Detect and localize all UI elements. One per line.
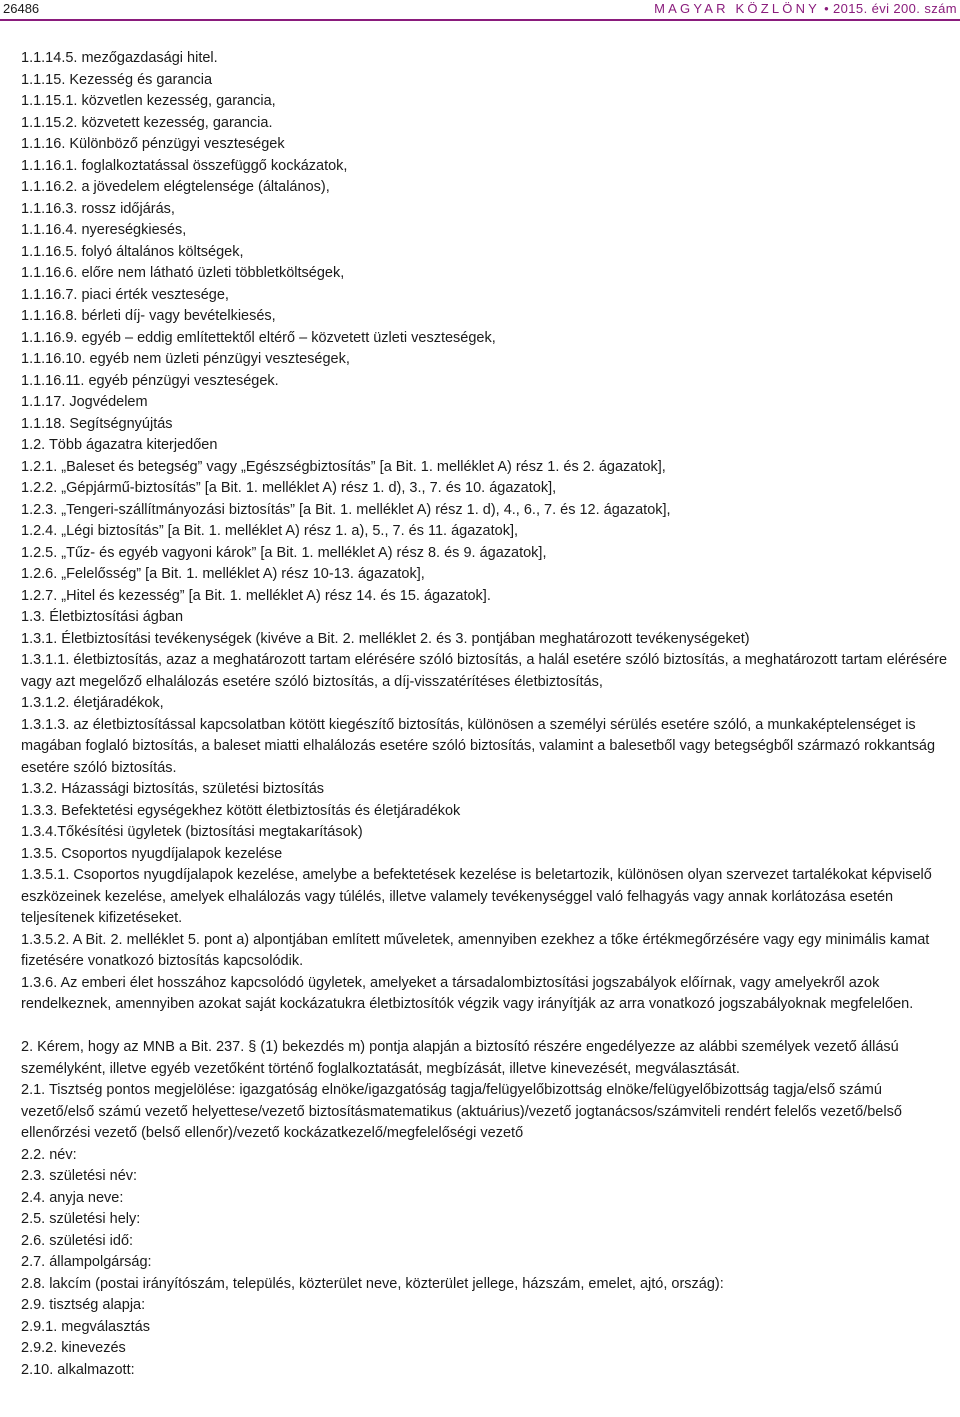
paragraph: 1.1.16.4. nyereségkiesés, — [21, 222, 187, 238]
paragraph: 2.9.1. megválasztás — [21, 1318, 150, 1335]
paragraph: 1.1.15.2. közvetett kezesség, garancia. — [21, 114, 273, 131]
paragraph: 1.3.1.2. életjáradékok, — [21, 695, 164, 711]
paragraph: 1.1.15. Kezesség és garancia — [21, 71, 213, 88]
paragraph: 1.3.1. Életbiztosítási tevékenységek (kivéve a Bit. 2. melléklet 2. és 3. pontjában meghatározott tevékenységeket) — [21, 630, 750, 647]
paragraph: 2.5. születési hely: — [21, 1211, 141, 1227]
paragraph: 1.2. Több ágazatra kiterjedően — [21, 437, 218, 453]
paragraph: 1.2.2. „Gépjármű-biztosítás” [a Bit. 1. melléklet A) rész 1. d), 3., 7. és 10. ágazatok], — [21, 480, 557, 496]
paragraph: 1.2.4. „Légi biztosítás” [a Bit. 1. melléklet A) rész 1. a), 5., 7. és 11. ágazatok], — [21, 523, 519, 539]
header-rule — [0, 19, 960, 21]
journal-title: MAGYAR KÖZLÖNY — [654, 1, 821, 16]
paragraph: 1.1.17. Jogvédelem — [21, 394, 148, 410]
paragraph: 1.2.3. „Tengeri-szállítmányozási biztosítás” [a Bit. 1. melléklet A) rész 1. d), 4., 6., 7. és 12. ágazatok], — [21, 501, 671, 518]
paragraph: 1.3.6. Az emberi élet hosszához kapcsolódó ügyletek, amelyeket a társadalombiztosítási jogszabályok előírnak, vagy amelyekről azok rendelkeznek, amennyiben azokat saját kockázatukra életbiztosítók végzik vagy irányítják az arra vonatkozó jogszabályoknak megfelelően. — [21, 974, 914, 1012]
paragraph: 2.2. név: — [21, 1146, 77, 1163]
page-header — [0, 0, 960, 22]
paragraph: 2. Kérem, hogy az MNB a Bit. 237. § (1) bekezdés m) pontja alapján a biztosító részére engedélyezze az alábbi személyek vezető állású személyként, illetve egyéb vezetőként történő foglalkoztatását, megbízását, illetve kinevezését, megválasztását. — [21, 1039, 899, 1077]
paragraph: 1.3.3. Befektetési egységekhez kötött életbiztosítás és életjáradékok — [21, 802, 461, 819]
paragraph: 1.1.16.10. egyéb nem üzleti pénzügyi veszteségek, — [21, 351, 350, 367]
paragraph: 2.9.2. kinevezés — [21, 1340, 126, 1356]
paragraph: 1.1.18. Segítségnyújtás — [21, 415, 173, 432]
paragraph: 1.1.16.9. egyéb – eddig említettektől eltérő – közvetett üzleti veszteségek, — [21, 329, 496, 346]
paragraph: 1.3.5.1. Csoportos nyugdíjalapok kezelése, amelybe a befektetések kezelése is beletartozik, különösen olyan szervezet tartalékokat képviselő eszközeinek kezelése, amelyek elhalálozás vagy túlélés, illetve valamely tevékenységgel való felhagyás vagy annak korlátozása esetén teljesítenek kifizetéseket. — [21, 867, 932, 926]
paragraph: 1.3.5. Csoportos nyugdíjalapok kezelése — [21, 845, 283, 862]
paragraph: 1.3.5.2. A Bit. 2. melléklet 5. pont a) alpontjában említett műveletek, amennyiben ezekhez a tőke értékmegőrzésére vagy egy minimális kamat fizetésére vonatkozó biztosítás kapcsolódik. — [21, 931, 930, 969]
page-number: 26486 — [3, 1, 40, 16]
issue-number: 2015. évi 200. szám — [833, 1, 957, 16]
paragraph: 1.1.16.8. bérleti díj- vagy bevételkiesés, — [21, 308, 276, 324]
paragraph: 1.1.16.5. folyó általános költségek, — [21, 243, 244, 260]
paragraph: 1.1.15.1. közvetlen kezesség, garancia, — [21, 93, 276, 109]
paragraph: 1.3.1.1. életbiztosítás, azaz a meghatározott tartam elérésére szóló biztosítás, a halál esetére szóló biztosítás, a meghatározott tartam elérésére vagy azt megelőző elhalálozás esetére szóló biztosítás, a díj-visszatérítéses életbiztosítás, — [21, 652, 948, 690]
paragraph: 2.8. lakcím (postai irányítószám, település, közterület neve, közterület jellege, házszám, emelet, ajtó, ország): — [21, 1275, 724, 1292]
journal-info — [654, 1, 957, 16]
paragraph: 2.6. születési idő: — [21, 1232, 134, 1249]
header-separator: • — [820, 1, 834, 16]
paragraph: 1.1.16.2. a jövedelem elégtelensége (általános), — [21, 179, 330, 195]
paragraph: 2.9. tisztség alapja: — [21, 1297, 146, 1313]
paragraph: 2.7. állampolgárság: — [21, 1254, 152, 1270]
paragraph: 1.2.6. „Felelősség” [a Bit. 1. melléklet A) rész 10-13. ágazatok], — [21, 566, 425, 582]
paragraph: 1.1.16.3. rossz időjárás, — [21, 200, 175, 217]
paragraph: 1.1.16.11. egyéb pénzügyi veszteségek. — [21, 372, 279, 389]
paragraph: 1.1.14.5. mezőgazdasági hitel. — [21, 50, 218, 66]
document-body — [21, 48, 949, 1381]
paragraph: 1.3.4.Tőkésítési ügyletek (biztosítási megtakarítások) — [21, 824, 363, 840]
paragraph: 1.3.1.3. az életbiztosítással kapcsolatban kötött kiegészítő biztosítás, különösen a személyi sérülés esetére szóló, a munkaképtelenséget is magában foglaló biztosítás, a baleset miatti elhalálozás esetére szóló biztosítás, valamint a balesetből vagy betegségből származó rokkantság esetére szóló biztosítás. — [21, 716, 936, 776]
paragraph: 2.1. Tisztség pontos megjelölése: igazgatóság elnöke/igazgatóság tagja/felügyelőbizottság elnöke/felügyelőbizottság tagja/első számú vezető/első számú vezető helyettese/vezető biztosításmatematikus (aktuárius)/vezető jogtanácsos/számviteli rendért felelős vezető/belső ellenőrzési vezető (belső ellenőr)/vezető kockázatkezelő/megfelelőségi vezető — [21, 1082, 902, 1141]
paragraph: 1.2.7. „Hitel és kezesség” [a Bit. 1. melléklet A) rész 14. és 15. ágazatok]. — [21, 587, 491, 604]
paragraph: 1.1.16.1. foglalkoztatással összefüggő kockázatok, — [21, 157, 348, 174]
paragraph: 1.3.2. Házassági biztosítás, születési biztosítás — [21, 781, 325, 797]
paragraph: 1.2.1. „Baleset és betegség” vagy „Egészségbiztosítás” [a Bit. 1. melléklet A) rész 1. és 2. ágazatok], — [21, 458, 666, 475]
paragraph: 1.1.16.7. piaci érték vesztesége, — [21, 286, 229, 303]
paragraph: 2.3. születési név: — [21, 1168, 138, 1184]
paragraph: 1.3. Életbiztosítási ágban — [21, 609, 184, 625]
paragraph: 2.10. alkalmazott: — [21, 1361, 135, 1378]
paragraph: 1.2.5. „Tűz- és egyéb vagyoni károk” [a Bit. 1. melléklet A) rész 8. és 9. ágazatok], — [21, 544, 547, 561]
paragraph: 1.1.16. Különböző pénzügyi veszteségek — [21, 136, 285, 152]
paragraph: 2.4. anyja neve: — [21, 1189, 124, 1206]
paragraph: 1.1.16.6. előre nem látható üzleti többletköltségek, — [21, 265, 345, 281]
